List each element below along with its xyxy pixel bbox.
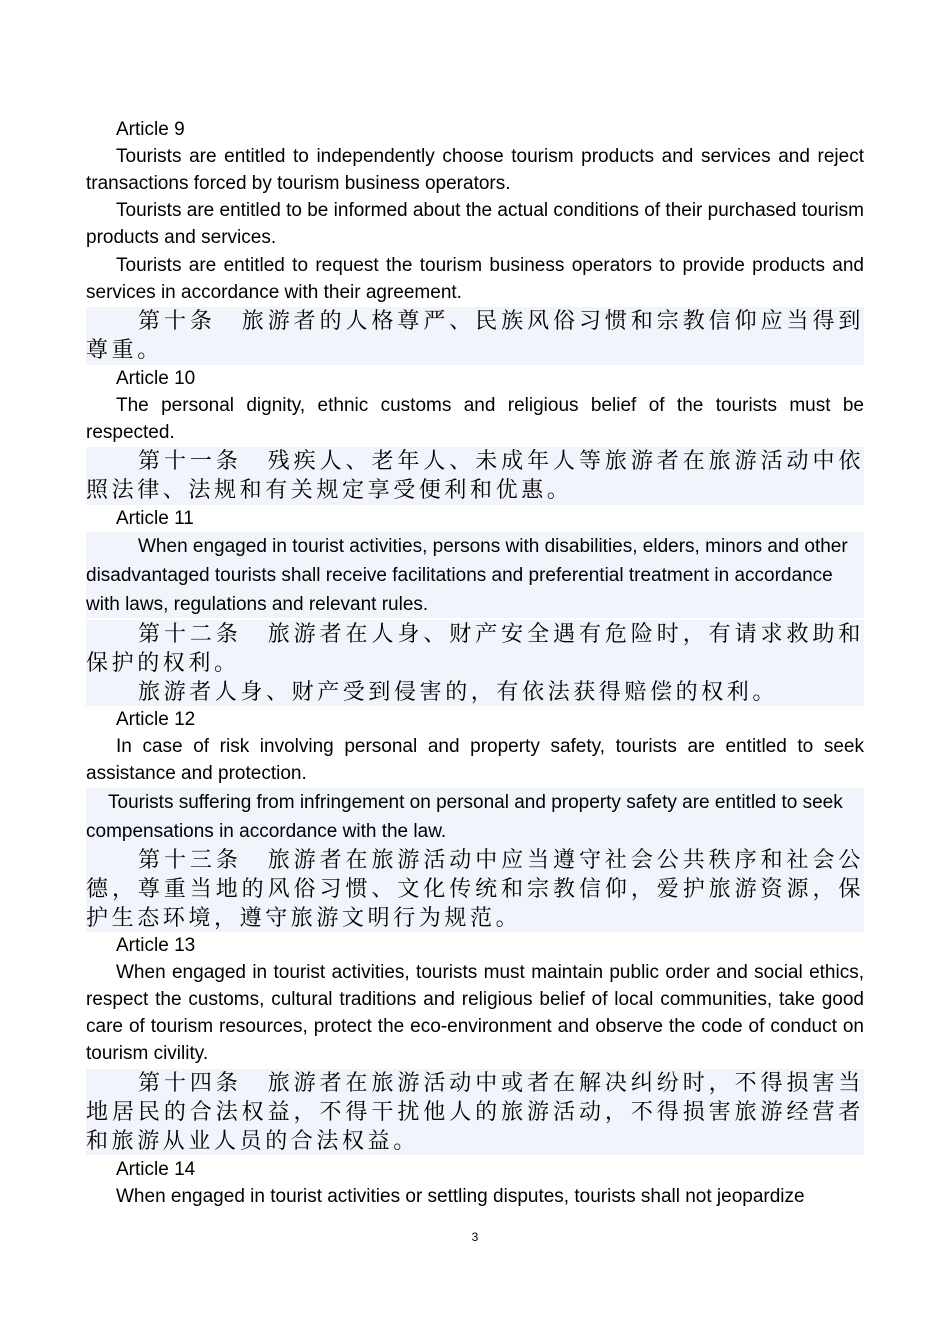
article-11-heading: Article 11 [116, 508, 194, 529]
article-13-paragraph-1: When engaged in tourist activities, tourists must maintain public order and social ethics, respect the customs, cultural traditions and religious belief of local communities, take good care of tourism resources, protect the eco-environment and observe the code of conduct on tourism civility. [86, 962, 864, 1064]
chinese-article-13: 第十三条 旅游者在旅游活动中应当遵守社会公共秩序和社会公德，尊重当地的风俗习惯、文化传统和宗教信仰，爱护旅游资源，保护生态环境，遵守旅游文明行为规范。 [86, 848, 864, 931]
article-11-shade [86, 532, 864, 618]
article-9-paragraph-1: Tourists are entitled to independently choose tourism products and services and reject transactions forced by tourism business operators. [86, 146, 864, 194]
article-13-heading: Article 13 [116, 935, 196, 956]
chinese-article-10: 第十条 旅游者的人格尊严、民族风俗习惯和宗教信仰应当得到尊重。 [86, 309, 864, 363]
chinese-article-12-paragraph-1: 第十二条 旅游者在人身、财产安全遇有危险时，有请求救助和保护的权利。 [86, 622, 864, 676]
chinese-article-11: 第十一条 残疾人、老年人、未成年人等旅游者在旅游活动中依照法律、法规和有关规定享受便利和优惠。 [86, 449, 864, 503]
article-12-paragraph-2: Tourists suffering from infringement on personal and property safety are entitled to seek compensations in accordance with the law. [86, 792, 843, 842]
article-9-heading: Article 9 [116, 119, 185, 140]
article-14-paragraph-1: When engaged in tourist activities or settling disputes, tourists shall not jeopardize [116, 1186, 805, 1207]
article-12-paragraph-1: In case of risk involving personal and property safety, tourists are entitled to seek assistance and protection. [86, 736, 864, 784]
article-10-heading: Article 10 [116, 368, 196, 389]
article-14-heading: Article 14 [116, 1159, 196, 1180]
article-11-paragraph-1: When engaged in tourist activities, persons with disabilities, elders, minors and other disadvantaged tourists shall receive facilitations and preferential treatment in accordance with laws, regulations and relevant rules. [86, 536, 848, 615]
chinese-article-12-paragraph-2: 旅游者人身、财产受到侵害的，有依法获得赔偿的权利。 [138, 680, 779, 705]
article-10-paragraph-1: The personal dignity, ethnic customs and religious belief of the tourists must be respected. [86, 395, 864, 443]
article-12-shade [86, 788, 864, 846]
article-9-paragraph-2: Tourists are entitled to be informed about the actual conditions of their purchased tourism products and services. [86, 200, 864, 248]
chinese-article-12-block [86, 620, 864, 706]
article-12-heading: Article 12 [116, 709, 196, 730]
page-number: 3 [471, 1230, 479, 1244]
chinese-article-14: 第十四条 旅游者在旅游活动中或者在解决纠纷时，不得损害当地居民的合法权益，不得干扰他人的旅游活动，不得损害旅游经营者和旅游从业人员的合法权益。 [86, 1071, 864, 1154]
article-9-paragraph-3: Tourists are entitled to request the tourism business operators to provide products and services in accordance with their agreement. [86, 255, 864, 303]
